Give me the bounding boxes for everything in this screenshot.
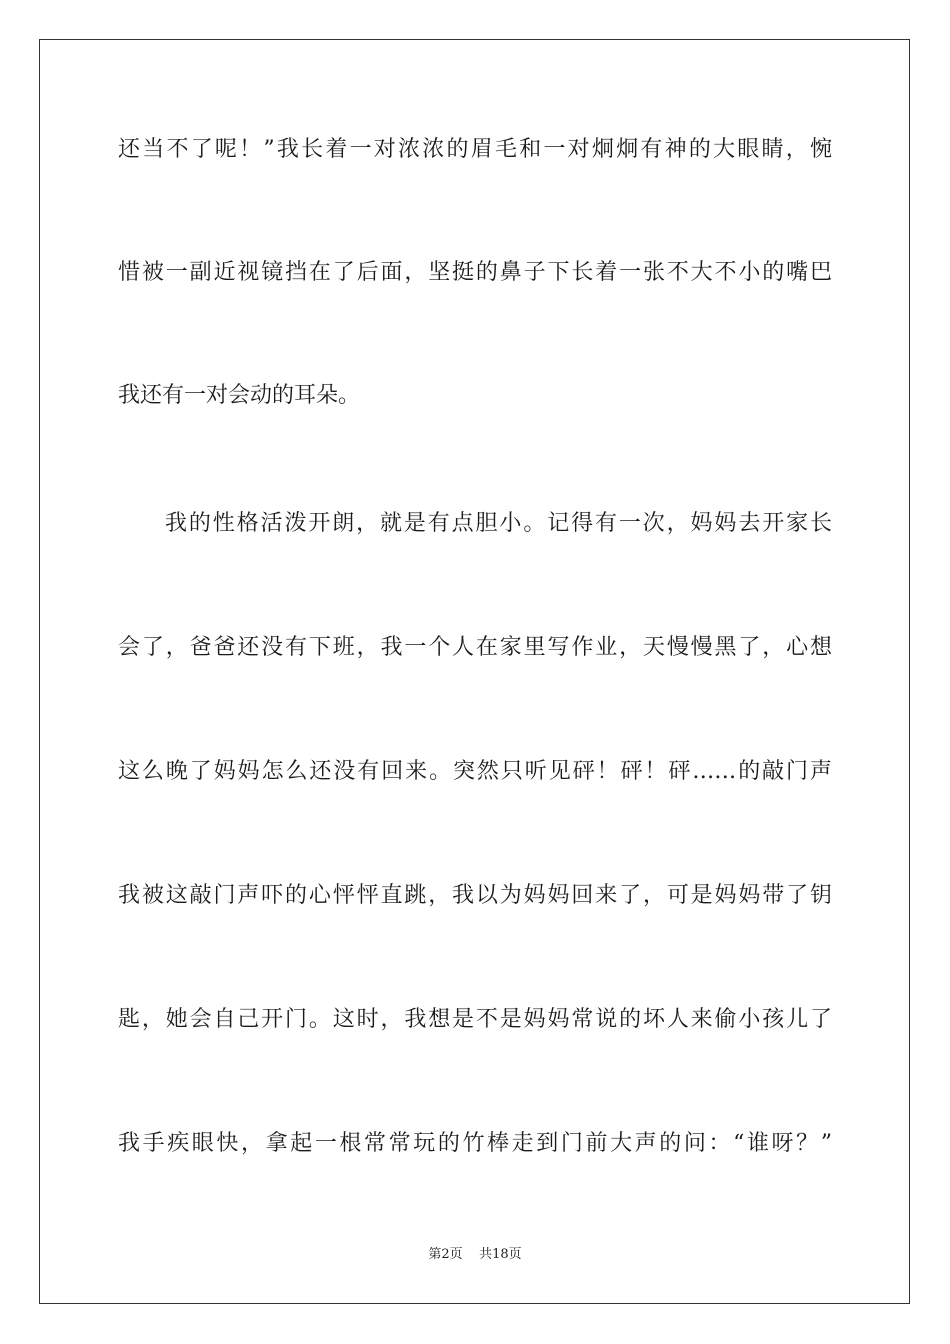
text-line-7: 我被这敲门声吓的心怦怦直跳，我以为妈妈回来了，可是妈妈带了钥: [118, 883, 832, 908]
page-total: 共18页: [479, 1247, 522, 1262]
text-line-2: 惜被一副近视镜挡在了后面，坚挺的鼻子下长着一张不大不小的嘴巴: [118, 260, 832, 285]
text-line-1: 还当不了呢！”我长着一对浓浓的眉毛和一对炯炯有神的大眼睛，惋: [118, 137, 832, 162]
text-line-3: 我还有一对会动的耳朵。: [118, 383, 361, 408]
text-line-6: 这么晚了妈妈怎么还没有回来。突然只听见砰！砰！砰……的敲门声: [118, 759, 832, 784]
page-footer: [0, 1246, 950, 1264]
text-line-9: 我手疾眼快，拿起一根常常玩的竹棒走到门前大声的问：“谁呀？”: [118, 1131, 832, 1156]
page-number: 第2页: [428, 1247, 463, 1262]
text-line-4: 我的性格活泼开朗，就是有点胆小。记得有一次，妈妈去开家长: [165, 511, 832, 536]
page-border: [39, 39, 910, 1304]
text-line-8: 匙，她会自己开门。这时，我想是不是妈妈常说的坏人来偷小孩儿了: [118, 1007, 832, 1032]
text-line-5: 会了，爸爸还没有下班，我一个人在家里写作业，天慢慢黑了，心想: [118, 635, 832, 660]
